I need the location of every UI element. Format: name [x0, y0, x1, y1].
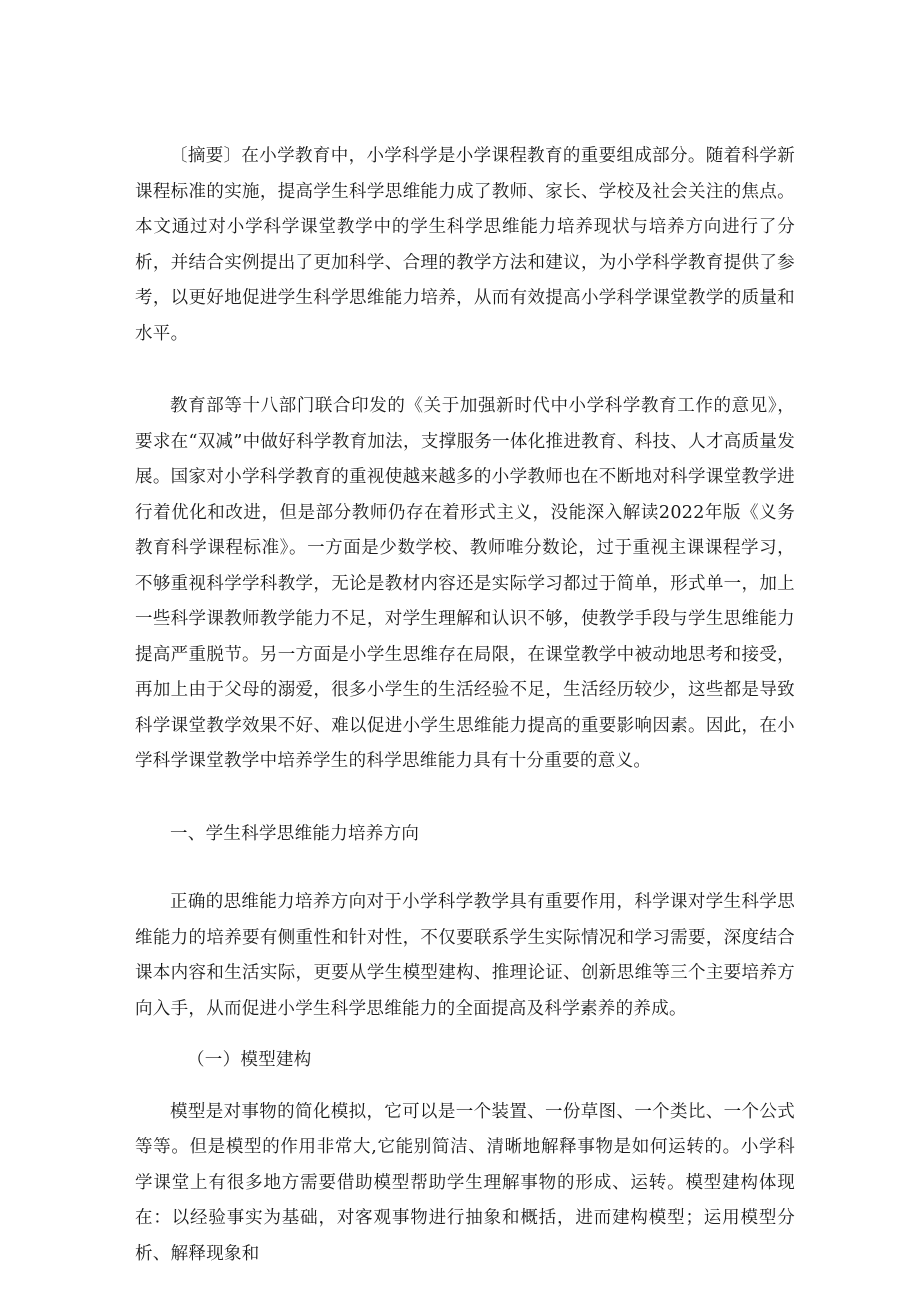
spacer: [135, 352, 795, 389]
spacer: [135, 780, 795, 817]
spacer: [135, 852, 795, 885]
spacer: [135, 1079, 795, 1095]
abstract-paragraph: 〔摘要〕在小学教育中，小学科学是小学课程教育的重要组成部分。随着科学新课程标准的实施，提高学生科学思维能力成了教师、家长、学校及社会关注的焦点。本文通过对小学科学课堂教学中的学生科学思维能力培养现状与培养方向进行了分析，并结合实例提出了更加科学、合理的教学方法和建议，为小学科学教育提供了参考，以更好地促进学生科学思维能力培养，从而有效提高小学科学课堂教学的质量和水平。: [135, 146, 795, 344]
section-heading: 一、学生科学思维能力培养方向: [170, 823, 420, 844]
subsection-paragraph: 模型是对事物的简化模拟，它可以是一个装置、一份草图、一个类比、一个公式等等。但是模型的作用非常大,它能别简洁、清晰地解释事物是如何运转的。小学科学课堂上有很多地方需要借助模型帮助学生理解事物的形成、运转。模型建构体现在：以经验事实为基础，对客观事物进行抽象和概括，进而建构模型；运用模型分析、解释现象和: [135, 1101, 795, 1264]
document-body: [135, 139, 795, 1272]
intro-paragraph: 教育部等十八部门联合印发的《关于加强新时代中小学科学教育工作的意见》，要求在“双减”中做好科学教育加法，支撑服务一体化推进教育、科技、人才高质量发展。国家对小学科学教育的重视使越来越多的小学教师也在不断地对科学课堂教学进行着优化和改进，但是部分教师仍存在着形式主义，没能深入解读2022年版《义务教育科学课程标准》。一方面是少数学校、教师唯分数论，过于重视主课课程学习，不够重视科学学科教学，无论是教材内容还是实际学习都过于简单，形式单一，加上一些科学课教师教学能力不足，对学生理解和认识不够，使教学手段与学生思维能力提高严重脱节。另一方面是小学生思维存在局限，在课堂教学中被动地思考和接受，再加上由于父母的溺爱，很多小学生的生活经验不足，生活经历较少，这些都是导致科学课堂教学效果不好、难以促进小学生思维能力提高的重要影响因素。因此，在小学科学课堂教学中培养学生的科学思维能力具有十分重要的意义。: [135, 396, 795, 771]
subsection-heading: （一）模型建构: [187, 1050, 312, 1070]
section-paragraph: 正确的思维能力培养方向对于小学科学教学具有重要作用，科学课对学生科学思维能力的培养要有侧重性和针对性，不仅要联系学生实际情况和学习需要，深度结合课本内容和生活实际，更要从学生模型建构、推理论证、创新思维等三个主要培养方向入手，从而促进小学生科学思维能力的全面提高及科学素养的养成。: [135, 892, 795, 1019]
spacer: [135, 1027, 795, 1043]
